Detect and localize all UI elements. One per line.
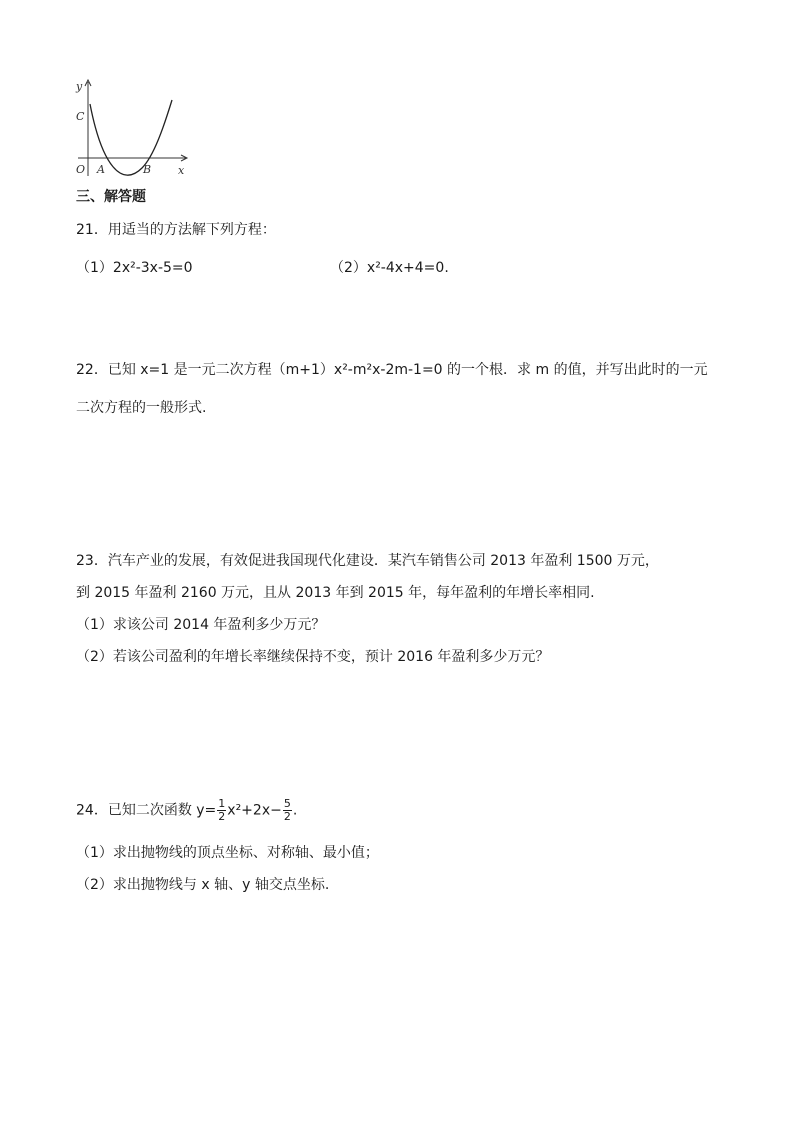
q23-part1: （1）求该公司 2014 年盈利多少万元？	[76, 617, 326, 633]
section-title: 三、解答题	[76, 189, 146, 205]
q23-line1: 23．汽车产业的发展，有效促进我国现代化建设．某汽车销售公司 2013 年盈利 1500 万元，	[76, 553, 659, 569]
q24-part1: （1）求出抛物线的顶点坐标、对称轴、最小值；	[76, 845, 379, 861]
q21-stem: 21．用适当的方法解下列方程：	[76, 222, 276, 238]
y-axis-label: y	[76, 80, 83, 93]
fraction-five-halves	[283, 798, 292, 823]
q24-stem-middle: x²+2x−	[227, 802, 282, 819]
fraction-denominator: 2	[218, 810, 226, 823]
point-c-label: C	[76, 110, 85, 123]
fraction-one-half	[217, 798, 226, 823]
q24-part2: （2）求出抛物线与 x 轴、y 轴交点坐标.	[76, 877, 330, 893]
q24-stem	[76, 798, 297, 823]
q21-part2: （2）x²-4x+4=0.	[330, 260, 449, 276]
fraction-numerator: 1	[218, 797, 226, 810]
origin-label: O	[76, 163, 86, 176]
x-axis-label: x	[178, 164, 185, 177]
fraction-denominator: 2	[283, 810, 291, 823]
q23-part2: （2）若该公司盈利的年增长率继续保持不变，预计 2016 年盈利多少万元？	[76, 649, 550, 665]
fraction-numerator: 5	[283, 797, 291, 810]
q24-stem-prefix: 24．已知二次函数 y=	[76, 802, 217, 819]
q21-part1: （1）2x²-3x-5=0	[76, 260, 193, 276]
q24-stem-suffix: .	[292, 802, 298, 819]
point-b-label: B	[143, 163, 152, 176]
q23-line2: 到 2015 年盈利 2160 万元，且从 2013 年到 2015 年，每年盈利的年增长率相同.	[76, 585, 595, 601]
parabola-graph	[72, 76, 192, 180]
point-a-label: A	[97, 163, 105, 176]
parabola-figure	[72, 76, 192, 180]
q22-line2: 二次方程的一般形式.	[76, 400, 207, 416]
q22-line1: 22．已知 x=1 是一元二次方程（m+1）x²-m²x-2m-1=0 的一个根．求 m 的值，并写出此时的一元	[76, 362, 708, 378]
